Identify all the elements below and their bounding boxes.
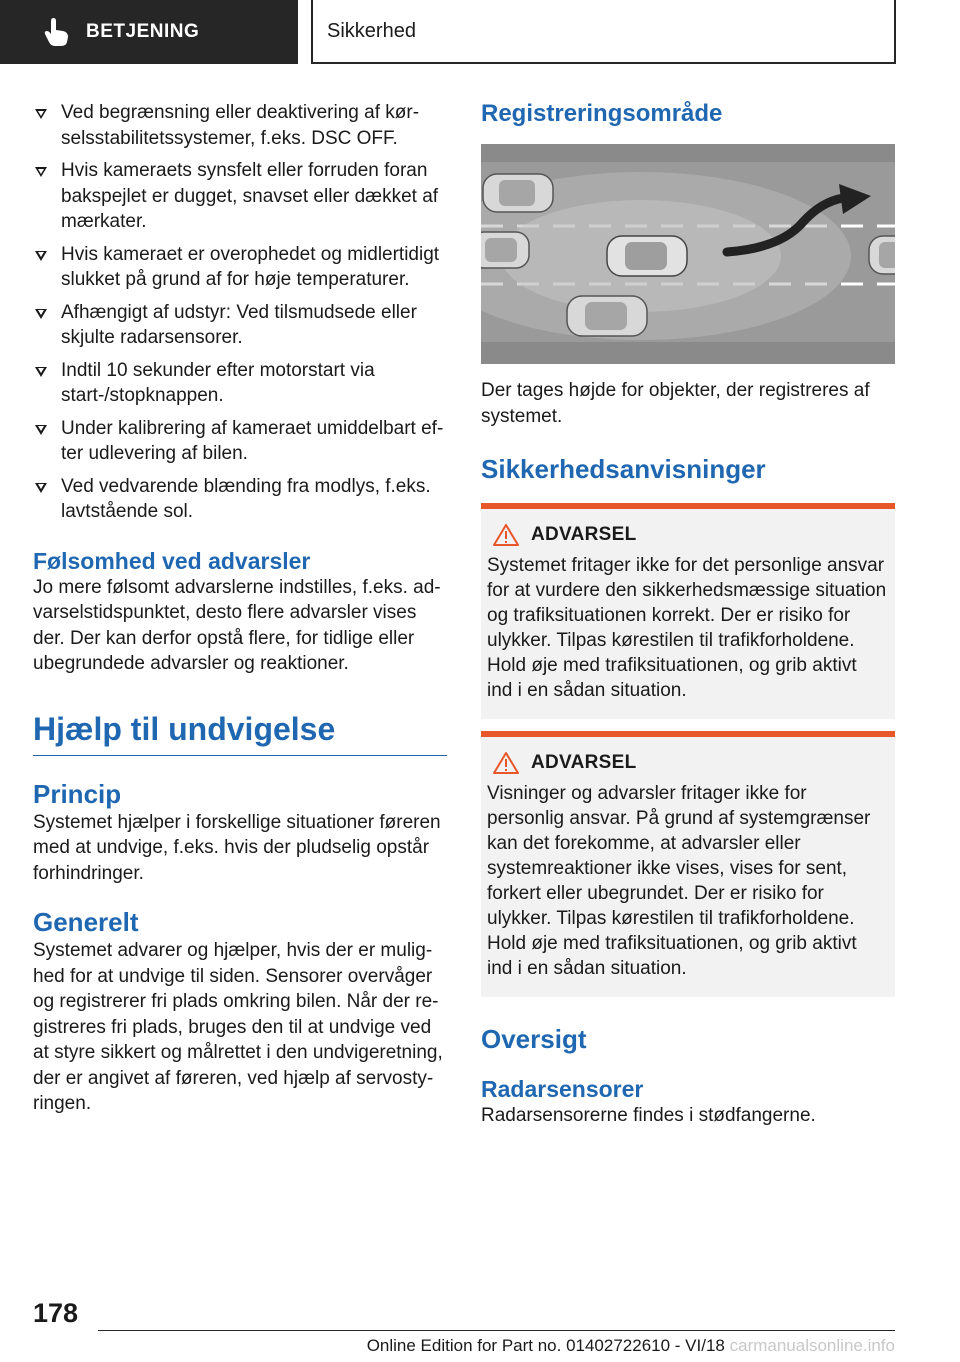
triangle-bullet-icon bbox=[35, 483, 47, 493]
detection-range-illustration bbox=[481, 144, 895, 364]
warning-header bbox=[487, 523, 887, 547]
radar-heading: Radarsensorer bbox=[481, 1076, 644, 1102]
warning-box bbox=[481, 731, 895, 997]
car-icon bbox=[483, 174, 553, 212]
edition-text: Online Edition for Part no. 01402722610 - VI/18 bbox=[366, 1336, 725, 1355]
hand-pointer-icon bbox=[40, 15, 74, 49]
list-item: Indtil 10 sekunder efter motorstart via start-/stopknappen. bbox=[33, 358, 447, 409]
range-heading: Registreringsområde bbox=[481, 100, 723, 127]
list-item: Afhængigt af udstyr: Ved tilsmudsede eller skjulte radarsensorer. bbox=[33, 300, 447, 351]
right-column bbox=[481, 100, 895, 1129]
warning-triangle-icon bbox=[493, 751, 519, 775]
watermark-text: carmanualsonline.info bbox=[729, 1336, 895, 1355]
warning-title: ADVARSEL bbox=[531, 524, 637, 545]
principle-text: Systemet hjælper i forskellige situationer føreren med at undvige, f.eks. hvis der pludselig opstår forhindringer. bbox=[33, 811, 441, 884]
sensitivity-heading: Følsomhed ved advarsler bbox=[33, 547, 311, 574]
list-item: Ved vedvarende blænding fra modlys, f.eks. lavtstående sol. bbox=[33, 474, 447, 525]
range-caption: Der tages højde for objekter, der registreres af systemet. bbox=[481, 380, 870, 427]
warning-title: ADVARSEL bbox=[531, 752, 637, 773]
overview-heading: Oversigt bbox=[481, 1024, 587, 1054]
chapter-label: Sikkerhed bbox=[327, 19, 416, 42]
footer-divider bbox=[98, 1330, 895, 1331]
principle-heading: Princip bbox=[33, 778, 122, 809]
warning-text: Systemet fritager ikke for det personlige ansvar for at vurdere den sikkerhedsmæssige situation og trafiksituationen korrekt. Der er risiko for ulykker. Tilpas kørestilen til trafikforholdene. Hold øje med trafiksituationen, og grib aktivt ind i en sådan situation. bbox=[487, 555, 887, 701]
warning-text: Visninger og advarsler fritager ikke for personlig ansvar. På grund af systemgrænser kan det forekomme, at advarsler eller systemreaktioner ikke vises, vises for sent, forkert eller ubegrundet. Der er risiko for ulykker. Tilpas kørestilen til trafikforholdene. Hold øje med trafiksituationen, og grib aktivt ind i en sådan situation. bbox=[487, 783, 871, 979]
list-item: Ved begrænsning eller deaktivering af kørselsstabilitetssystemer, f.eks. DSC OFF. bbox=[33, 100, 447, 151]
radar-text: Radarsensorerne findes i stødfangerne. bbox=[481, 1105, 816, 1126]
condition-list bbox=[33, 100, 447, 525]
left-column bbox=[33, 100, 447, 1117]
general-text: Systemet advarer og hjælper, hvis der er mulighed for at undvige til siden. Sensorer overvåger og registrerer fri plads omkring bilen. Når der registreres fri plads, bruges den til at undvige ved at styre sikkert og målrettet i den undvigeretning, der er angivet af føreren, ved hjælp af servostyringen. bbox=[33, 940, 443, 1114]
sensitivity-text: Jo mere følsomt advarslerne indstilles, f.eks. advarselstidspunktet, desto flere advarsler vises der. Der kan derfor opstå flere, for tidlige eller ubegrundede advarsler og reaktioner. bbox=[33, 576, 441, 674]
main-heading-block bbox=[33, 709, 447, 756]
warning-header bbox=[487, 751, 887, 775]
main-heading: Hjælp til undvigelse bbox=[33, 710, 336, 747]
list-item: Hvis kameraets synsfelt eller forruden foran bakspejlet er dugget, snavset eller dækket af mærkater. bbox=[33, 158, 447, 235]
triangle-bullet-icon bbox=[35, 109, 47, 119]
triangle-bullet-icon bbox=[35, 367, 47, 377]
list-item: Under kalibrering af kameraet umiddelbart efter udlevering af bilen. bbox=[33, 416, 447, 467]
ego-car-icon bbox=[607, 236, 687, 276]
warning-triangle-icon bbox=[493, 523, 519, 547]
triangle-bullet-icon bbox=[35, 251, 47, 261]
page-number: 178 bbox=[33, 1298, 79, 1328]
section-label: BETJENING bbox=[86, 21, 200, 42]
car-icon bbox=[481, 232, 529, 268]
triangle-bullet-icon bbox=[35, 167, 47, 177]
safety-heading: Sikkerhedsanvisninger bbox=[481, 454, 766, 484]
general-heading: Generelt bbox=[33, 907, 139, 937]
list-item: Hvis kameraet er overophedet og midlertidigt slukket på grund af for høje temperaturer. bbox=[33, 242, 447, 293]
car-icon bbox=[567, 296, 647, 336]
footer-edition bbox=[367, 1336, 895, 1356]
triangle-bullet-icon bbox=[35, 425, 47, 435]
warning-box bbox=[481, 503, 895, 719]
section-tab bbox=[0, 0, 298, 64]
chapter-header bbox=[311, 0, 896, 64]
car-icon bbox=[869, 236, 895, 274]
triangle-bullet-icon bbox=[35, 309, 47, 319]
